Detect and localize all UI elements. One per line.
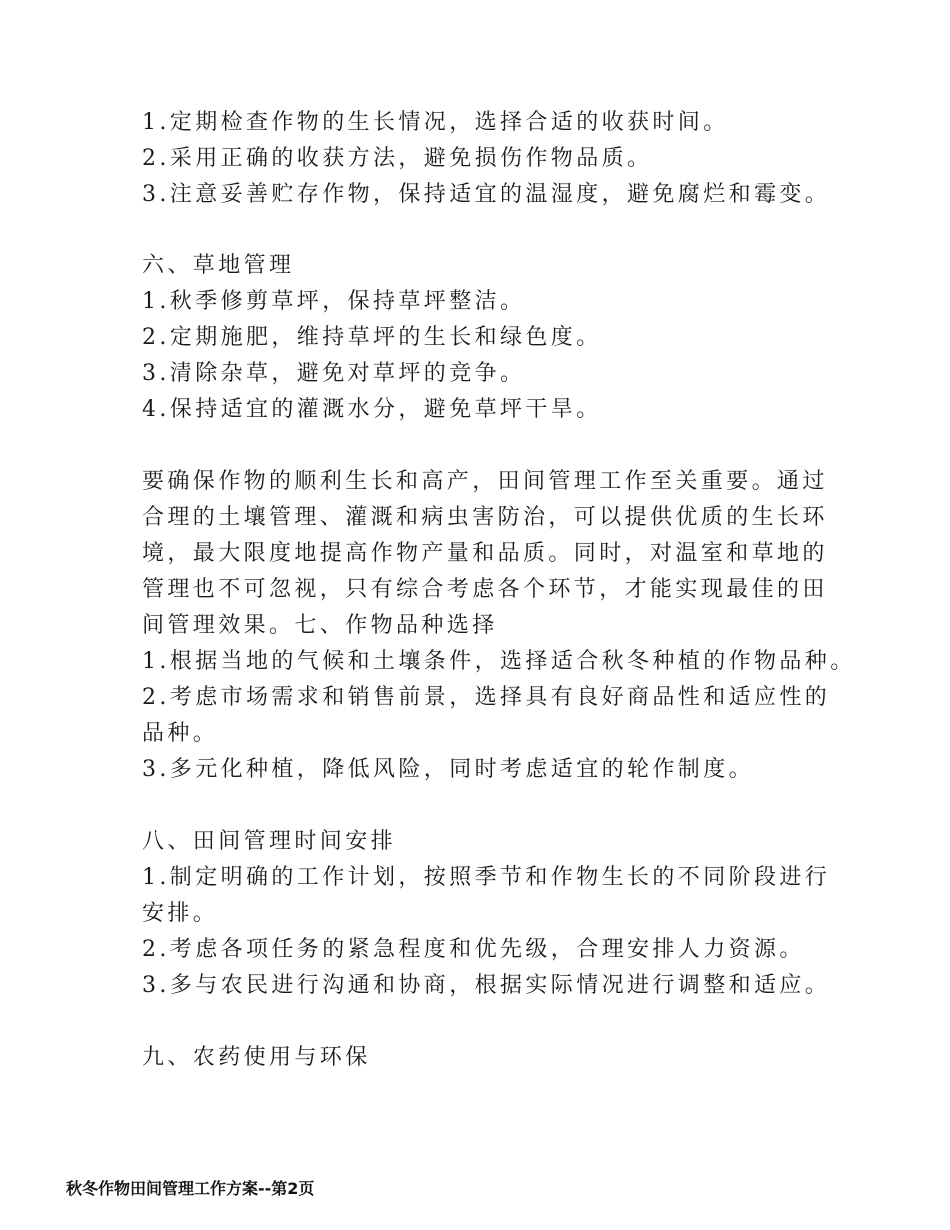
text-line: 1.根据当地的气候和土壤条件，选择适合秋冬种植的作物品种。 (142, 649, 856, 674)
text-line: 1.秋季修剪草坪，保持草坪整洁。 (142, 289, 526, 314)
text-line: 3.注意妥善贮存作物，保持适宜的温湿度，避免腐烂和霉变。 (142, 182, 831, 207)
text-line: 2.定期施肥，维持草坪的生长和绿色度。 (142, 325, 602, 350)
text-line: 安排。 (142, 901, 219, 926)
section-heading: 六、草地管理 (142, 253, 295, 278)
section-heading: 九、农药使用与环保 (142, 1045, 371, 1070)
page-footer: 秋冬作物田间管理工作方案--第2页 (66, 1179, 315, 1198)
text-line: 2.采用正确的收获方法，避免损伤作物品质。 (142, 146, 653, 171)
text-line: 品种。 (142, 721, 219, 746)
section-heading: 八、田间管理时间安排 (142, 829, 397, 854)
text-line: 3.多元化种植，降低风险，同时考虑适宜的轮作制度。 (142, 757, 754, 782)
paragraph-line: 合理的土壤管理、灌溉和病虫害防治，可以提供优质的生长环 (142, 505, 828, 530)
paragraph-line: 境，最大限度地提高作物产量和品质。同时，对温室和草地的 (142, 541, 828, 566)
text-line: 1.定期检查作物的生长情况，选择合适的收获时间。 (142, 110, 729, 135)
text-line: 4.保持适宜的灌溉水分，避免草坪干旱。 (142, 397, 602, 422)
text-line: 1.制定明确的工作计划，按照季节和作物生长的不同阶段进行 (142, 865, 831, 890)
text-line: 3.清除杂草，避免对草坪的竞争。 (142, 361, 526, 386)
text-line: 3.多与农民进行沟通和协商，根据实际情况进行调整和适应。 (142, 973, 831, 998)
text-line: 2.考虑各项任务的紧急程度和优先级，合理安排人力资源。 (142, 937, 805, 962)
paragraph-line: 要确保作物的顺利生长和高产，田间管理工作至关重要。通过 (142, 469, 828, 494)
paragraph-line: 管理也不可忽视，只有综合考虑各个环节，才能实现最佳的田 (142, 577, 828, 602)
text-line: 2.考虑市场需求和销售前景，选择具有良好商品性和适应性的 (142, 685, 831, 710)
paragraph-line: 间管理效果。七、作物品种选择 (142, 613, 498, 638)
